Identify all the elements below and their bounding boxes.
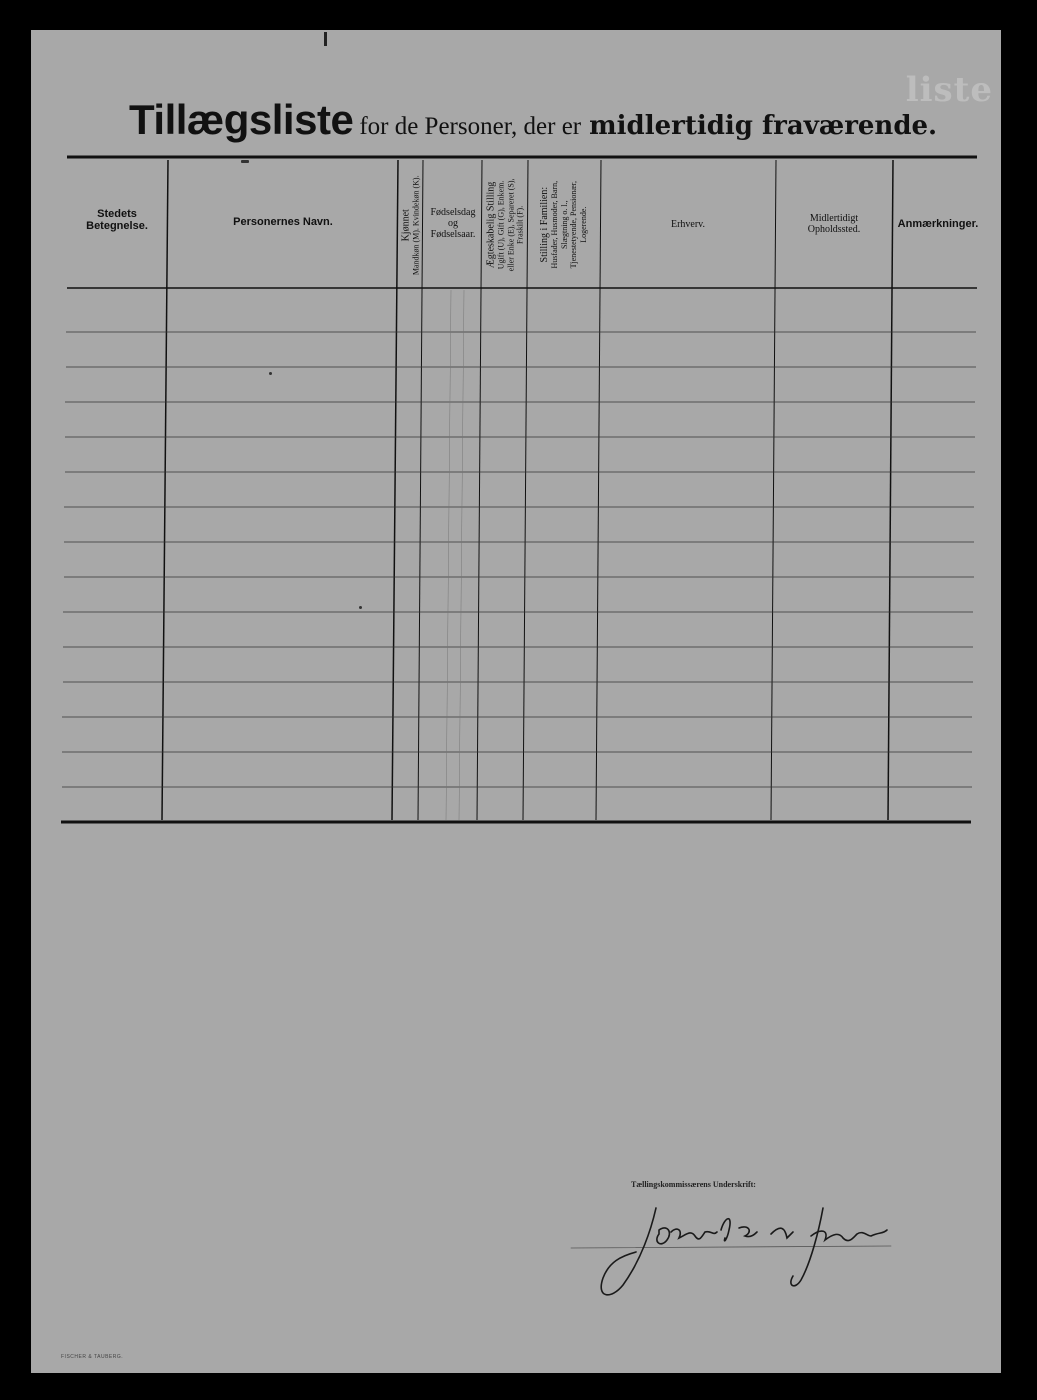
header-familie-line4: Tjenestetyende, Pensionær, [569, 181, 579, 269]
header-familie-line1: Stilling i Familien: [539, 187, 551, 263]
header-stedets-line2: Betegnelse. [86, 220, 148, 232]
header-opholdssted [777, 206, 891, 242]
header-familie-line5: Logerende. [579, 206, 589, 244]
ink-speck [359, 606, 362, 609]
title-end: midlertidig fraværende. [589, 111, 938, 141]
header-aegteskab-line2: Ugift (U), Gift (G), Enkem. [496, 180, 506, 270]
header-aegteskab-line4: Fraskilt (F). [515, 205, 525, 245]
header-familie-line2: Husfader, Husmoder, Barn, [550, 181, 560, 269]
header-stedets [69, 200, 165, 240]
header-fodselsdag-line3: Fødselsaar. [430, 228, 476, 240]
header-anmaerkninger: Anmærkninger. [897, 218, 979, 230]
signature-label: Tællingskommissærens Underskrift: [631, 1180, 756, 1189]
header-aegteskab-line3: eller Enke (E), Separeret (S), [505, 178, 515, 272]
header-opholdssted-line1: Midlertidigt [809, 213, 859, 224]
ink-mark [241, 160, 249, 163]
printer-mark: FISCHER & TAUBERG. [61, 1354, 124, 1360]
header-stedets-line1: Stedets [97, 208, 137, 220]
header-aegteskabelig-stilling [483, 165, 527, 285]
header-kjonnet-line2: Mandkøn (M). Kvindekøn (K). [411, 175, 421, 275]
header-fodselsdag [424, 198, 482, 248]
header-opholdssted-line2: Opholdssted. [807, 224, 861, 235]
ink-speck [269, 372, 272, 375]
handwritten-signature [561, 1190, 921, 1320]
header-familie-line3: Slægtning o. l., [559, 200, 569, 250]
header-aegteskab-line1: Ægteskabelig Stilling [485, 181, 497, 269]
header-erhverv: Erhverv. [670, 218, 706, 230]
header-kjonnet-line1: Kjønnet [400, 208, 412, 242]
census-form-page [31, 30, 1001, 1373]
title-middle: for de Personer, der er [359, 113, 582, 140]
header-kjonnet [399, 165, 423, 285]
header-stilling-i-familien [529, 165, 599, 285]
header-fodselsdag-line1: Fødselsdag [430, 206, 476, 218]
bleed-through-text: liste [905, 70, 993, 110]
header-fodselsdag-line2: og [448, 217, 458, 229]
title-main: Tillægsliste [129, 96, 354, 143]
header-personernes-navn: Personernes Navn. [233, 216, 333, 228]
